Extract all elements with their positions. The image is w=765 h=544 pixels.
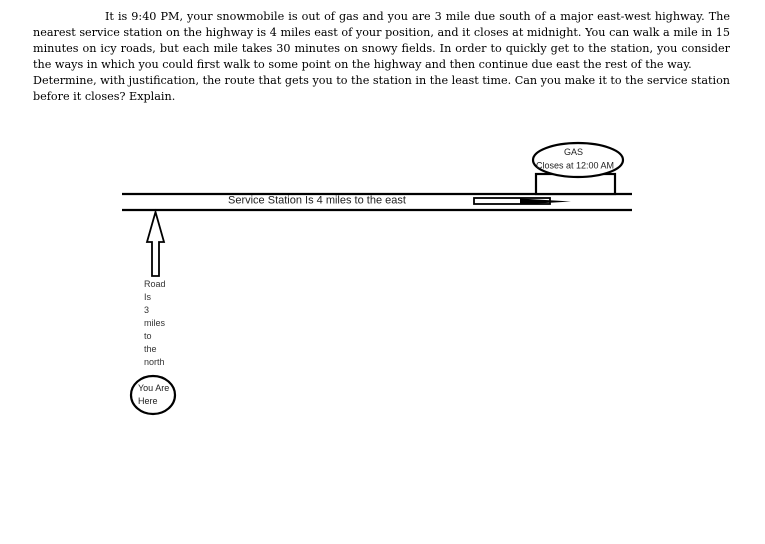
road-word: 3 xyxy=(144,305,150,315)
road-word: to xyxy=(144,331,152,341)
road-word: Is xyxy=(144,292,152,302)
problem-paragraph-2: Determine, with justification, the route that gets you to the station in the least time. Can you make it to the service station before it closes? Explain. xyxy=(33,74,731,103)
road-word: Road xyxy=(144,279,166,289)
gas-label: GAS xyxy=(564,147,584,157)
road-word: miles xyxy=(144,318,166,328)
you-are-here-marker xyxy=(131,376,175,414)
gas-station xyxy=(533,143,623,194)
you-are-here-line2: Here xyxy=(138,396,158,406)
problem-paragraph-1: It is 9:40 PM, your snowmobile is out of gas and you are 3 mile due south of a major east-west highway. The nearest service station on the highway is 4 miles east of your position, and it closes at midnight. You can walk a mile in 15 minutes on icy roads, but each mile takes 30 minutes on snowy fields. In order to quickly get to the station, you consider the ways in which you could first walk to some point on the highway and then continue due east the rest of the way. xyxy=(33,10,730,71)
highway-label: Service Station Is 4 miles to the east xyxy=(228,194,406,207)
road-distance-note xyxy=(144,279,166,367)
road-word: north xyxy=(144,357,165,367)
you-are-here-oval xyxy=(131,376,175,414)
you-are-here-line1: You Are xyxy=(138,383,170,393)
road-word: the xyxy=(144,344,157,354)
north-arrow-icon xyxy=(147,212,164,276)
closes-label: Closes at 12:00 AM xyxy=(536,160,615,171)
east-arrow-icon xyxy=(474,198,571,205)
